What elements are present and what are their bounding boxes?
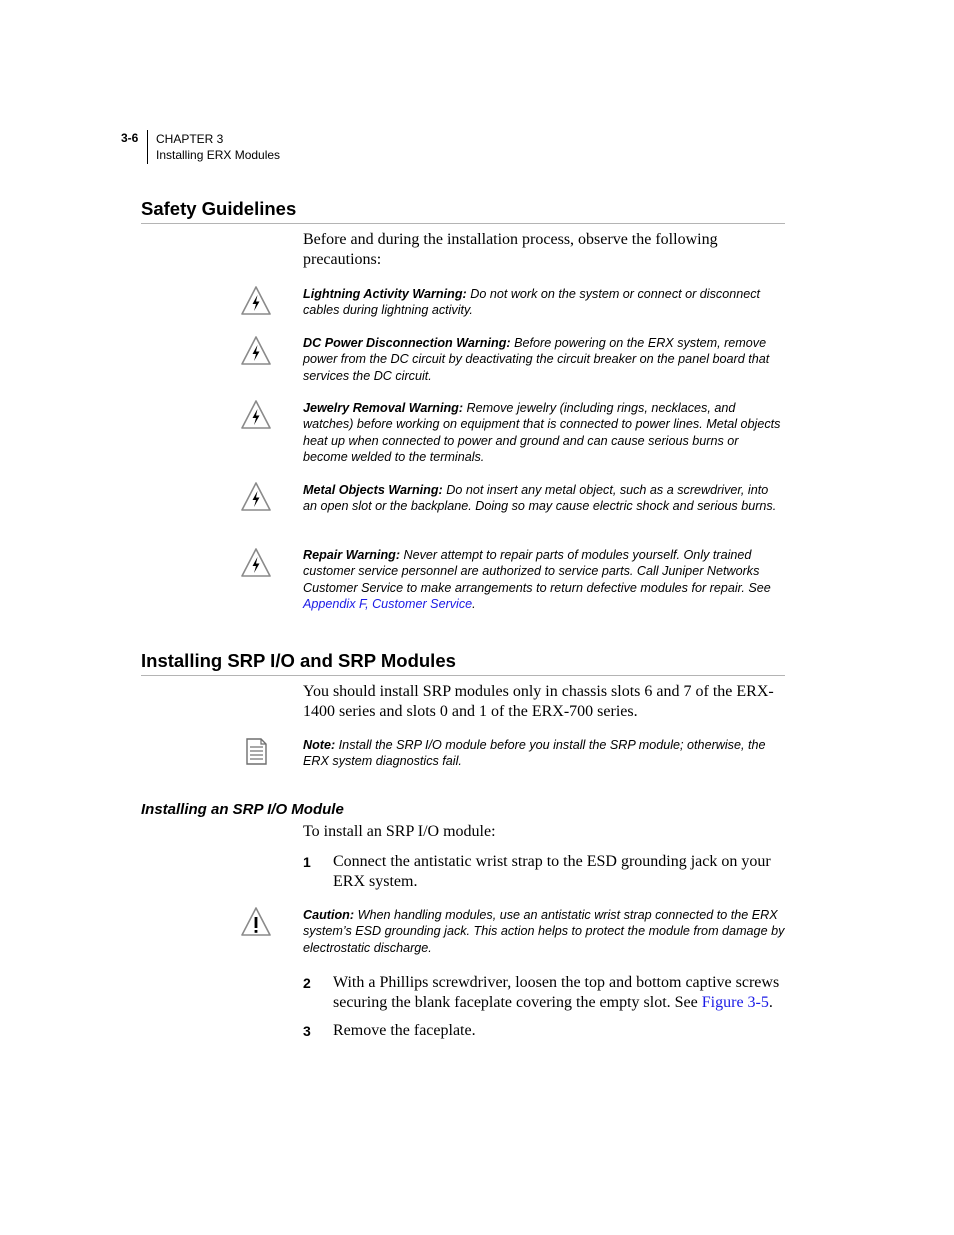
warning-title: Repair Warning:	[303, 548, 401, 562]
warning-text: Never attempt to repair parts of modules yourself. Only trained customer service personnel are authorized to service parts. Call Juniper Networks Customer Service to make arrangements to return defective modules for repair. See	[303, 548, 771, 595]
esd-caution	[303, 907, 785, 956]
lightning-warning-icon	[240, 334, 272, 366]
section-rule	[141, 223, 785, 224]
caution-icon	[240, 905, 272, 937]
caution-title: Caution:	[303, 908, 355, 922]
note-title: Note:	[303, 738, 336, 752]
metal-objects-warning	[303, 482, 785, 515]
header-divider	[147, 130, 148, 164]
warning-title: Lightning Activity Warning:	[303, 287, 467, 301]
lightning-warning-icon	[240, 398, 272, 430]
srp-io-heading: Installing an SRP I/O Module	[141, 801, 344, 818]
step-number: 1	[303, 854, 311, 870]
safety-heading: Safety Guidelines	[141, 198, 297, 219]
step-text	[333, 973, 785, 1013]
warning-tail: .	[472, 596, 476, 611]
step-text-body: With a Phillips screwdriver, loosen the top and bottom captive screws securing the blank faceplate covering the empty slot. See	[333, 974, 780, 1011]
lightning-warning-icon	[240, 284, 272, 316]
dc-power-warning	[303, 335, 785, 384]
srp-heading: Installing SRP I/O and SRP Modules	[141, 650, 456, 671]
step-text-tail: .	[768, 994, 773, 1011]
repair-warning	[303, 547, 785, 612]
srp-io-intro: To install an SRP I/O module:	[303, 823, 496, 840]
caution-text: When handling modules, use an antistatic wrist strap connected to the ERX system’s ESD grounding jack. This action helps to protect the module from damage by electrostatic discharge.	[303, 908, 785, 955]
lightning-warning-icon	[240, 546, 272, 578]
chapter-title: Installing ERX Modules	[156, 148, 281, 162]
warning-title: DC Power Disconnection Warning:	[303, 336, 511, 350]
running-header	[156, 131, 280, 163]
figure-link[interactable]: Figure 3-5	[701, 994, 769, 1011]
warning-text: Remove jewelry (including rings, necklaces, and watches) before working on equipment that is connected to power lines. Metal objects heat up when connected to power and ground and can cause serious burns or become welded to the terminals.	[303, 401, 781, 464]
safety-intro: Before and during the installation process, observe the following precautions:	[303, 231, 718, 268]
chapter-label: CHAPTER 3	[156, 132, 224, 146]
srp-note	[303, 737, 785, 770]
jewelry-warning	[303, 400, 785, 465]
step-text: Remove the faceplate.	[333, 1022, 476, 1039]
lightning-warning	[303, 286, 785, 319]
page-number: 3-6	[121, 131, 139, 145]
warning-title: Jewelry Removal Warning:	[303, 401, 464, 415]
appendix-link[interactable]: Appendix F, Customer Service	[303, 596, 473, 611]
step-number: 3	[303, 1023, 311, 1039]
note-text: Install the SRP I/O module before you install the SRP module; otherwise, the ERX system diagnostics fail.	[303, 738, 766, 769]
warning-title: Metal Objects Warning:	[303, 483, 443, 497]
warning-text: Before powering on the ERX system, remove power from the DC circuit by deactivating the circuit breaker on the panel board that services the DC circuit.	[303, 336, 770, 383]
warning-text: Do not work on the system or connect or disconnect cables during lightning activity.	[303, 287, 761, 318]
section-rule	[141, 675, 785, 676]
step-text: Connect the antistatic wrist strap to the ESD grounding jack on your ERX system.	[333, 853, 771, 890]
note-icon	[240, 735, 272, 767]
srp-intro: You should install SRP modules only in chassis slots 6 and 7 of the ERX-1400 series and slots 0 and 1 of the ERX-700 series.	[303, 683, 774, 720]
warning-text: Do not insert any metal object, such as a screwdriver, into an open slot or the backplane. Doing so may cause electric shock and serious burns.	[303, 483, 777, 514]
step-number: 2	[303, 975, 311, 991]
lightning-warning-icon	[240, 480, 272, 512]
